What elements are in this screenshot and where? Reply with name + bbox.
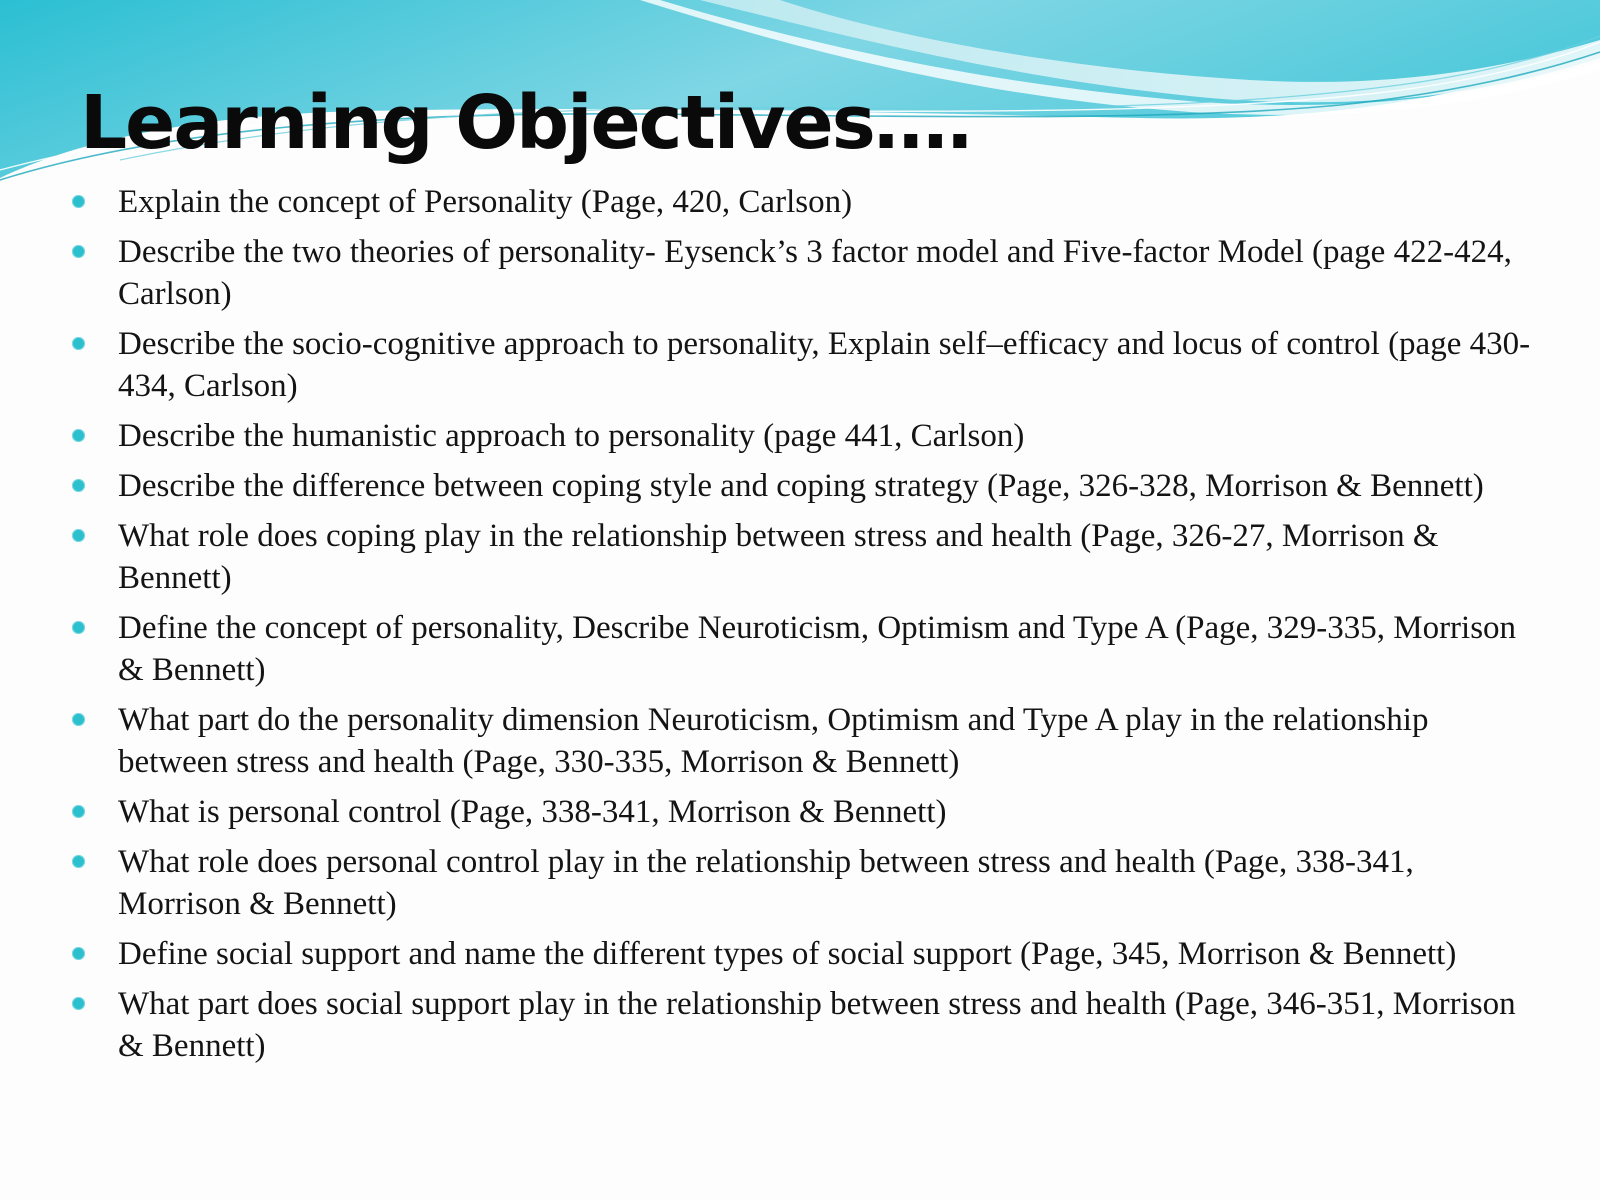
objective-text: Describe the two theories of personality- Eysenck’s 3 factor model and Five-factor Model (page 422-424, Carlson): [118, 234, 1512, 312]
objective-item: [68, 465, 1538, 507]
objective-text: Explain the concept of Personality (Page, 420, Carlson): [118, 184, 853, 220]
objective-item: [68, 181, 1538, 223]
bullet-dot-icon: [72, 195, 85, 208]
objective-text: What is personal control (Page, 338-341, Morrison & Bennett): [118, 794, 947, 830]
objective-item: [68, 231, 1538, 315]
objective-text: What part do the personality dimension Neuroticism, Optimism and Type A play in the relationship between stress and health (Page, 330-335, Morrison & Bennett): [118, 702, 1429, 780]
objective-text: Describe the difference between coping style and coping strategy (Page, 326-328, Morrison & Bennett): [118, 468, 1484, 504]
objective-text: What part does social support play in the relationship between stress and health (Page, 346-351, Morrison & Bennett): [118, 986, 1516, 1064]
objective-text: What role does coping play in the relationship between stress and health (Page, 326-27, Morrison & Bennett): [118, 518, 1439, 596]
objective-text: Describe the humanistic approach to personality (page 441, Carlson): [118, 418, 1025, 454]
bullet-dot-icon: [72, 479, 85, 492]
objective-text: Describe the socio-cognitive approach to personality, Explain self–efficacy and locus of control (page 430-434, Carlson): [118, 326, 1531, 404]
bullet-dot-icon: [72, 997, 85, 1010]
objective-item: [68, 515, 1538, 599]
bullet-dot-icon: [72, 429, 85, 442]
objective-text: Define the concept of personality, Describe Neuroticism, Optimism and Type A (Page, 329-335, Morrison & Bennett): [118, 610, 1517, 688]
bullet-dot-icon: [72, 529, 85, 542]
bullet-dot-icon: [72, 621, 85, 634]
objective-text: Define social support and name the different types of social support (Page, 345, Morrison & Bennett): [118, 936, 1457, 972]
slide-title: Learning Objectives….: [80, 80, 972, 166]
bullet-dot-icon: [72, 805, 85, 818]
objective-item: [68, 699, 1538, 783]
objective-item: [68, 983, 1538, 1067]
objective-text: What role does personal control play in the relationship between stress and health (Page, 338-341, Morrison & Bennett): [118, 844, 1414, 922]
objective-item: [68, 791, 1538, 833]
objectives-list: [68, 181, 1538, 1075]
objective-item: [68, 323, 1538, 407]
objective-item: [68, 415, 1538, 457]
bullet-dot-icon: [72, 855, 85, 868]
bullet-dot-icon: [72, 245, 85, 258]
objective-item: [68, 607, 1538, 691]
bullet-dot-icon: [72, 713, 85, 726]
bullet-dot-icon: [72, 337, 85, 350]
objective-item: [68, 933, 1538, 975]
objective-item: [68, 841, 1538, 925]
bullet-dot-icon: [72, 947, 85, 960]
